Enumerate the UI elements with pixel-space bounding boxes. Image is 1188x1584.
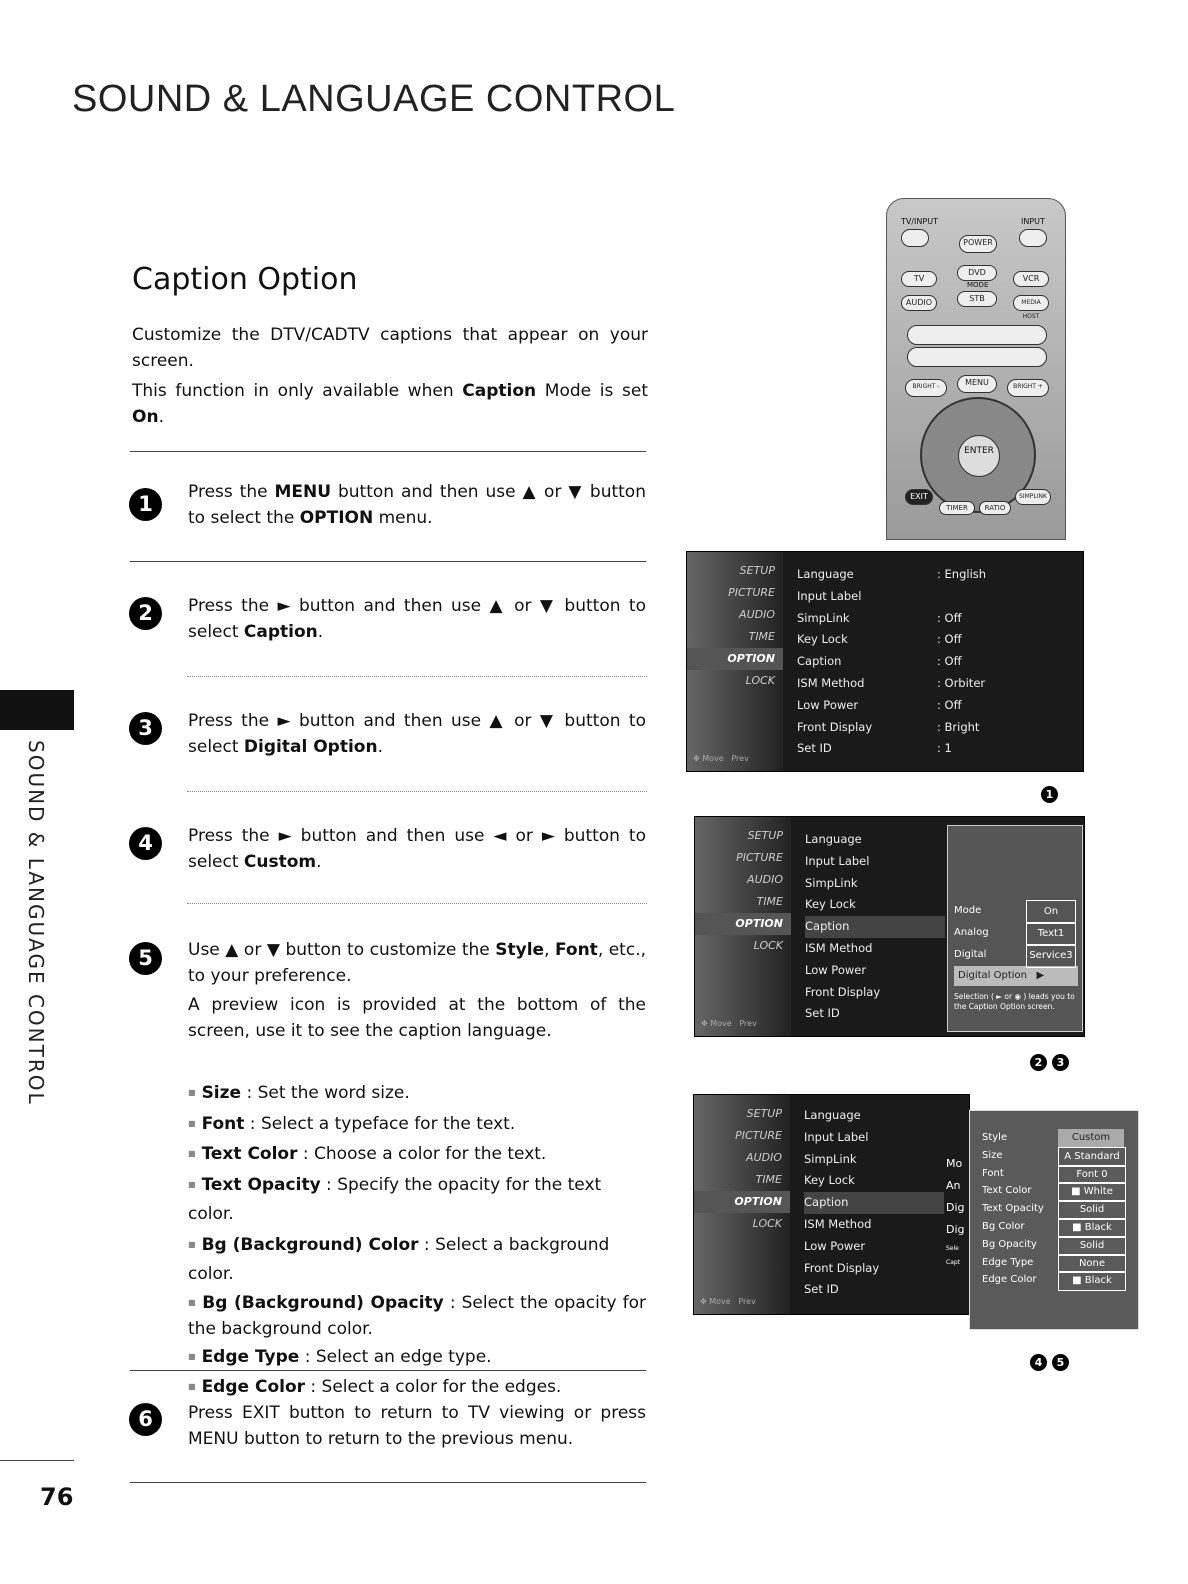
screen-markers: 2 3	[1025, 1051, 1069, 1071]
bright-minus-button: BRIGHT -	[905, 379, 947, 397]
option-menu-screen	[686, 551, 1084, 772]
partial-submenu: Mo An Dig Dig Sele Capt	[946, 1157, 965, 1266]
list-item: ■ Bg (Background) Color : Select a background color.	[188, 1230, 646, 1290]
caption-submenu	[947, 825, 1083, 1032]
menu-item: ISM Method : Orbiter	[797, 675, 986, 690]
exit-button: EXIT	[905, 489, 933, 505]
option-list	[188, 1078, 646, 1403]
tv-input-label: TV/INPUT	[901, 217, 938, 226]
menu-item: ISM Method	[804, 1216, 872, 1231]
menu-footer: ✥ Move Prev	[693, 754, 749, 763]
menu-item: Caption	[805, 916, 945, 938]
power-button: POWER	[959, 235, 997, 253]
step-number: 4	[129, 827, 162, 860]
tv-mode-button: TV	[901, 271, 937, 287]
audio-mode-button: AUDIO	[901, 295, 937, 311]
step-number: 6	[129, 1403, 162, 1436]
sidebar-item-option: OPTION	[687, 648, 783, 670]
intro-line-1: Customize the DTV/CADTV captions that appear on your screen.	[132, 325, 648, 371]
section-heading: Caption Option	[132, 262, 358, 297]
submenu-row: Analog Text1	[954, 922, 1078, 944]
menu-item: SimpLink : Off	[797, 610, 962, 625]
ratio-button: RATIO	[979, 501, 1011, 515]
caption-note: Selection ( ► or ◉ ) leads you to the Caption Option screen.	[954, 992, 1075, 1011]
step-number: 3	[129, 712, 162, 745]
sidebar-item-lock: LOCK	[745, 674, 775, 687]
menu-item: Set ID	[804, 1282, 839, 1297]
dvd-mode-button: DVD	[957, 265, 997, 281]
dotted-divider	[187, 903, 647, 904]
menu-item: Set ID	[805, 1006, 840, 1021]
caption-option-panel	[969, 1110, 1139, 1330]
digital-option-row: Digital Option ▶	[954, 966, 1078, 986]
screen-marker: 1	[1036, 783, 1058, 803]
caption-option-screen	[693, 1094, 970, 1315]
playback-row	[907, 325, 1047, 345]
menu-item: Caption	[804, 1192, 944, 1214]
sidebar-item-picture: PICTURE	[728, 586, 775, 599]
intro-text	[132, 322, 648, 434]
menu-button: MENU	[957, 375, 997, 393]
step-6-text: Press EXIT button to return to TV viewing or press MENU button to return to the previous menu.	[188, 1403, 646, 1449]
menu-item: Low Power : Off	[797, 697, 962, 712]
submenu-row: Digital Service3	[954, 944, 1078, 966]
step-5-text: Use ▲ or ▼ button to customize the Style, Font, etc., to your preference. A preview icon is provided at the bottom of the screen, use it to see the caption language.	[188, 940, 646, 1041]
menu-sidebar	[687, 552, 783, 771]
option-menu-list	[797, 564, 1077, 760]
caption-option-row: Bg Opacity Solid	[982, 1236, 1132, 1254]
simplink-button: SIMPLINK	[1015, 489, 1051, 505]
menu-item: ISM Method	[805, 940, 873, 955]
list-item: ■ Bg (Background) Opacity : Select the opacity for the background color.	[188, 1290, 646, 1342]
input-button	[1019, 229, 1047, 247]
remote-control	[886, 198, 1066, 540]
menu-item: Input Label	[804, 1129, 869, 1144]
caption-menu-screen	[694, 816, 1085, 1037]
skip-row	[907, 347, 1047, 367]
divider	[130, 451, 646, 452]
tv-input-button	[901, 229, 929, 247]
input-label: INPUT	[1021, 217, 1045, 226]
list-item: ■ Edge Type : Select an edge type.	[188, 1342, 646, 1373]
caption-option-row: Style Custom	[982, 1129, 1132, 1147]
menu-item: Front Display	[805, 984, 881, 999]
menu-item: Front Display : Bright	[797, 719, 980, 734]
stb-mode-button: STB	[957, 291, 997, 307]
enter-button: ENTER	[958, 435, 1000, 477]
menu-item: Language	[805, 832, 862, 846]
menu-item: Caption : Off	[797, 654, 962, 669]
menu-item: Key Lock : Off	[797, 632, 962, 647]
menu-item: Key Lock	[804, 1173, 855, 1188]
screen-markers: 4 5	[1025, 1351, 1069, 1371]
menu-sidebar: SETUP PICTURE AUDIO TIME OPTION LOCK ✥ Move Prev	[695, 817, 791, 1036]
intro-line-2: This function in only available when Caption Mode is set On.	[132, 381, 648, 427]
list-item: ■ Text Opacity : Specify the opacity for the text color.	[188, 1170, 646, 1230]
menu-item: Language	[804, 1108, 861, 1122]
dotted-divider	[187, 676, 647, 677]
side-tab-marker	[0, 690, 74, 730]
footer-line	[0, 1460, 74, 1461]
step-number: 2	[129, 597, 162, 630]
list-item: ■ Font : Select a typeface for the text.	[188, 1109, 646, 1140]
timer-button: TIMER	[939, 501, 975, 515]
menu-item: SimpLink	[804, 1151, 857, 1166]
caption-option-row: Font Font 0	[982, 1165, 1132, 1183]
caption-option-row: Bg Color ■ Black	[982, 1218, 1132, 1236]
step-2-text: Press the ► button and then use ▲ or ▼ button to select Caption.	[188, 596, 646, 642]
dotted-divider	[187, 791, 647, 792]
list-item: ■ Text Color : Choose a color for the text.	[188, 1139, 646, 1170]
side-tab-label: SOUND & LANGUAGE CONTROL	[24, 740, 48, 1106]
vcr-mode-button: VCR	[1013, 271, 1049, 287]
step-3-text: Press the ► button and then use ▲ or ▼ button to select Digital Option.	[188, 711, 646, 757]
menu-item: Set ID : 1	[797, 741, 952, 756]
option-menu-list	[805, 829, 945, 1025]
menu-sidebar: SETUP PICTURE AUDIO TIME OPTION LOCK ✥ Move Prev	[694, 1095, 790, 1314]
step-4-text: Press the ► button and then use ◄ or ► button to select Custom.	[188, 826, 646, 872]
divider	[130, 1370, 646, 1371]
mode-label: MODE	[967, 281, 989, 289]
menu-item: Key Lock	[805, 897, 856, 912]
sidebar-item-setup: SETUP	[739, 564, 775, 577]
submenu-row: Mode On	[954, 900, 1078, 922]
bright-plus-button: BRIGHT +	[1007, 379, 1049, 397]
divider	[130, 1482, 646, 1483]
divider	[130, 561, 646, 562]
caption-option-row: Text Opacity Solid	[982, 1200, 1132, 1218]
step-number: 5	[129, 942, 162, 975]
menu-item: Input Label	[805, 853, 870, 868]
page-number: 76	[40, 1483, 74, 1511]
menu-item: Input Label	[797, 588, 862, 603]
sidebar-item-time: TIME	[748, 630, 775, 643]
step-1-text: Press the MENU button and then use ▲ or ▼ button to select the OPTION menu.	[188, 482, 646, 528]
step-number: 1	[129, 488, 162, 521]
caption-option-row: Size A Standard	[982, 1147, 1132, 1165]
sidebar-item-audio: AUDIO	[739, 608, 775, 621]
menu-item: SimpLink	[805, 875, 858, 890]
caption-option-row: Edge Type None	[982, 1254, 1132, 1272]
list-item: ■ Edge Color : Select a color for the edges.	[188, 1372, 646, 1403]
menu-item: Low Power	[804, 1238, 866, 1253]
menu-item: Front Display	[804, 1260, 880, 1275]
caption-option-row: Text Color ■ White	[982, 1182, 1132, 1200]
option-menu-list	[804, 1105, 944, 1301]
page-title: SOUND & LANGUAGE CONTROL	[72, 78, 676, 120]
menu-item: Language : English	[797, 567, 987, 581]
menu-item: Low Power	[805, 962, 867, 977]
list-item: ■ Size : Set the word size.	[188, 1078, 646, 1109]
caption-option-row: Edge Color ■ Black	[982, 1271, 1132, 1289]
media-host-button: MEDIA HOST	[1013, 295, 1049, 311]
